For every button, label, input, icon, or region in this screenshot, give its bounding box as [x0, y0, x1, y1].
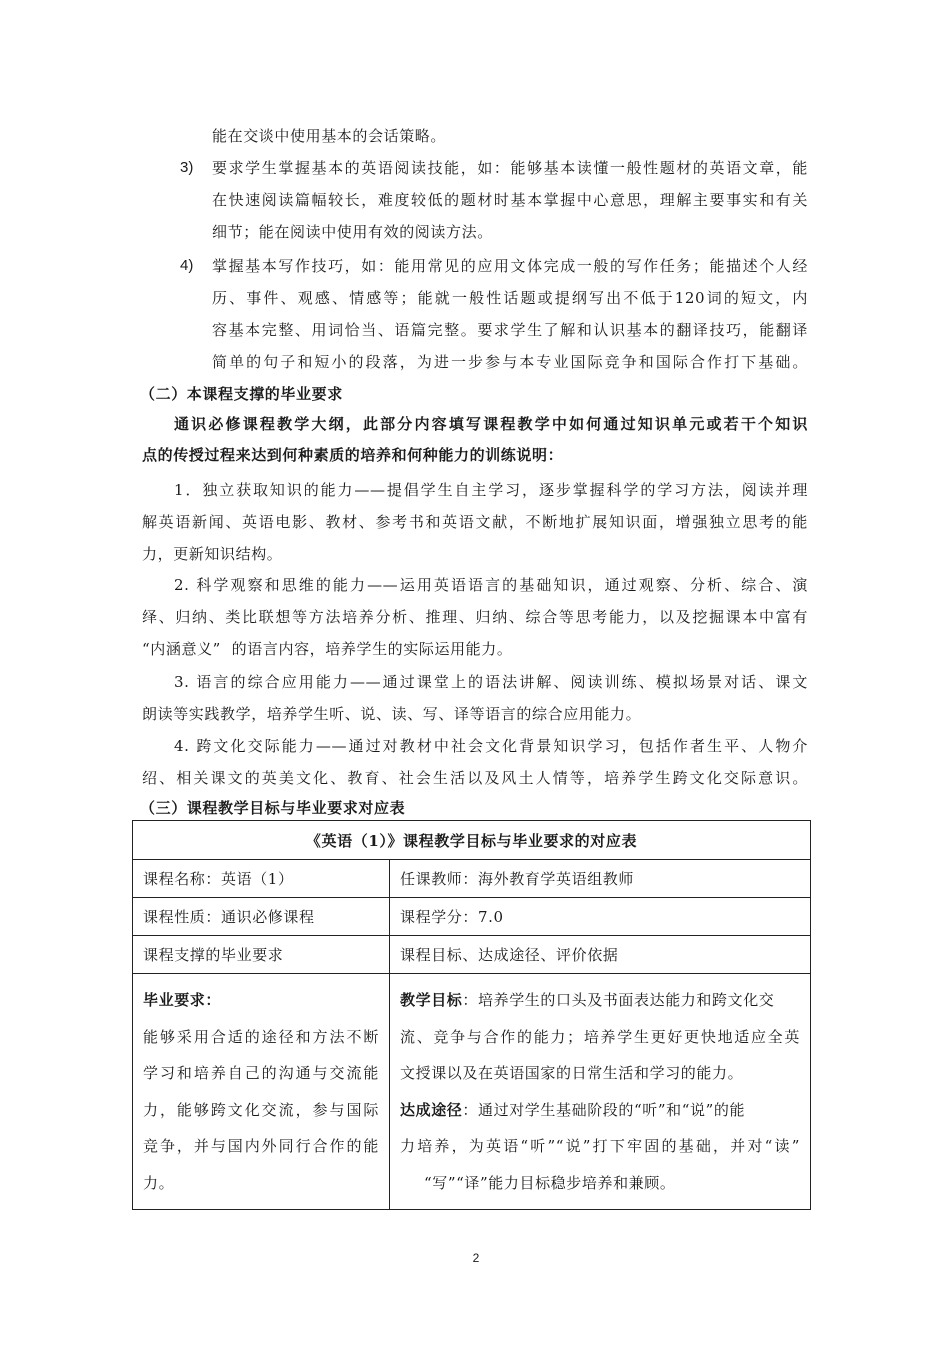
- goal-line-1: [400, 982, 800, 1019]
- ability1-line-2: 解英语新闻、英语电影、教材、参考书和英语文献，不断地扩展知识面，增强独立思考的能: [142, 513, 808, 531]
- credits-cell: 课程学分：7.0: [390, 898, 811, 936]
- section3-heading: （三）课程教学目标与毕业要求对应表: [140, 799, 406, 817]
- ability2-line-1: 2. 科学观察和思维的能力——运用英语语言的基础知识，通过观察、分析、综合、演: [174, 576, 808, 594]
- path-line-2: 力培养，为英语“听”“说”打下牢固的基础，并对“读”: [400, 1137, 800, 1155]
- left-header-cell: 课程支撑的毕业要求: [133, 936, 390, 974]
- goal-label: 教学目标: [400, 991, 463, 1009]
- graduation-requirement-cell: [133, 974, 390, 1210]
- path-line-3: “写”“译”能力目标稳步培养和兼顾。: [424, 1173, 676, 1192]
- requirement-line-5: 力。: [143, 1173, 175, 1192]
- item2-tail: 能在交谈中使用基本的会话策略。: [212, 127, 447, 145]
- ability3-line-2: 朗读等实践教学，培养学生听、说、读、写、译等语言的综合应用能力。: [142, 705, 642, 723]
- item3-line-2: 在快速阅读篇幅较长，难度较低的题材时基本掌握中心意思，理解主要事实和有关: [212, 191, 808, 209]
- path-text-1: ：通过对学生基础阶段的“听”和“说”的能: [462, 1100, 746, 1119]
- item4-line-3: 容基本完整、用词恰当、语篇完整。要求学生了解和认识基本的翻译技巧，能翻译: [212, 321, 808, 339]
- item3-line-1: 要求学生掌握基本的英语阅读技能，如：能够基本读懂一般性题材的英语文章，能: [212, 159, 808, 177]
- requirement-line-1: 能够采用合适的途径和方法不断: [143, 1027, 379, 1046]
- path-label: 达成途径: [400, 1100, 463, 1119]
- goal-line-3: 文授课以及在英语国家的日常生活和学习的能力。: [400, 1064, 744, 1082]
- page-number: 2: [472, 1251, 480, 1265]
- requirement-line-3: 力，能够跨文化交流，参与国际: [143, 1100, 379, 1119]
- ability4-line-2: 绍、相关课文的英美文化、教育、社会生活以及风土人情等，培养学生跨文化交际意识。: [142, 769, 808, 787]
- goal-text-1: ：培养学生的口头及书面表达能力和跨文化交: [462, 991, 775, 1009]
- requirement-line-2: 学习和培养自己的沟通与交流能: [143, 1064, 379, 1082]
- course-name-cell: 课程名称：英语（1）: [133, 860, 390, 898]
- item3-line-3: 细节；能在阅读中使用有效的阅读方法。: [212, 223, 493, 241]
- right-header-cell: 课程目标、达成途径、评价依据: [390, 936, 811, 974]
- item4-line-2: 历、事件、观感、情感等；能就一般性话题或提纲写出不低于120词的短文，内: [212, 289, 808, 307]
- ability2-line-3: “内涵意义” 的语言内容，培养学生的实际运用能力。: [142, 640, 513, 658]
- course-type-cell: 课程性质：通识必修课程: [133, 898, 390, 936]
- section2-instruction-line-2: 点的传授过程来达到何种素质的培养和何种能力的训练说明：: [142, 446, 564, 464]
- objectives-mapping-table: [132, 820, 811, 1210]
- requirement-line-4: 竞争，并与国内外同行合作的能: [143, 1137, 379, 1155]
- ability3-line-1: 3. 语言的综合应用能力——通过课堂上的语法讲解、阅读训练、模拟场景对话、课文: [174, 673, 808, 691]
- ability4-line-1: 4. 跨文化交际能力——通过对教材中社会文化背景知识学习，包括作者生平、人物介: [174, 737, 808, 755]
- path-line-1: [400, 1092, 800, 1129]
- section2-instruction-line-1: 通识必修课程教学大纲，此部分内容填写课程教学中如何通过知识单元或若干个知识: [174, 415, 808, 433]
- requirement-label: 毕业要求：: [143, 991, 222, 1009]
- item4-line-4: 简单的句子和短小的段落，为进一步参与本专业国际竞争和国际合作打下基础。: [212, 353, 808, 371]
- section2-heading: （二）本课程支撑的毕业要求: [140, 385, 343, 403]
- ability1-line-1: 1．独立获取知识的能力——提倡学生自主学习，逐步掌握科学的学习方法，阅读并理: [174, 481, 808, 499]
- table-title: 《英语（1）》课程教学目标与毕业要求的对应表: [133, 821, 811, 860]
- teacher-cell: 任课教师：海外教育学英语组教师: [390, 860, 811, 898]
- item4-line-1: 掌握基本写作技巧，如：能用常见的应用文体完成一般的写作任务；能描述个人经: [212, 257, 808, 275]
- item3-number: 3): [180, 159, 194, 176]
- ability2-line-2: 绎、归纳、类比联想等方法培养分析、推理、归纳、综合等思考能力，以及挖掘课本中富有: [142, 608, 808, 626]
- item4-number: 4): [180, 257, 194, 274]
- goal-line-2: 流、竞争与合作的能力；培养学生更好更快地适应全英: [400, 1027, 800, 1046]
- course-objectives-cell: [390, 974, 811, 1210]
- ability1-line-3: 力，更新知识结构。: [142, 545, 283, 563]
